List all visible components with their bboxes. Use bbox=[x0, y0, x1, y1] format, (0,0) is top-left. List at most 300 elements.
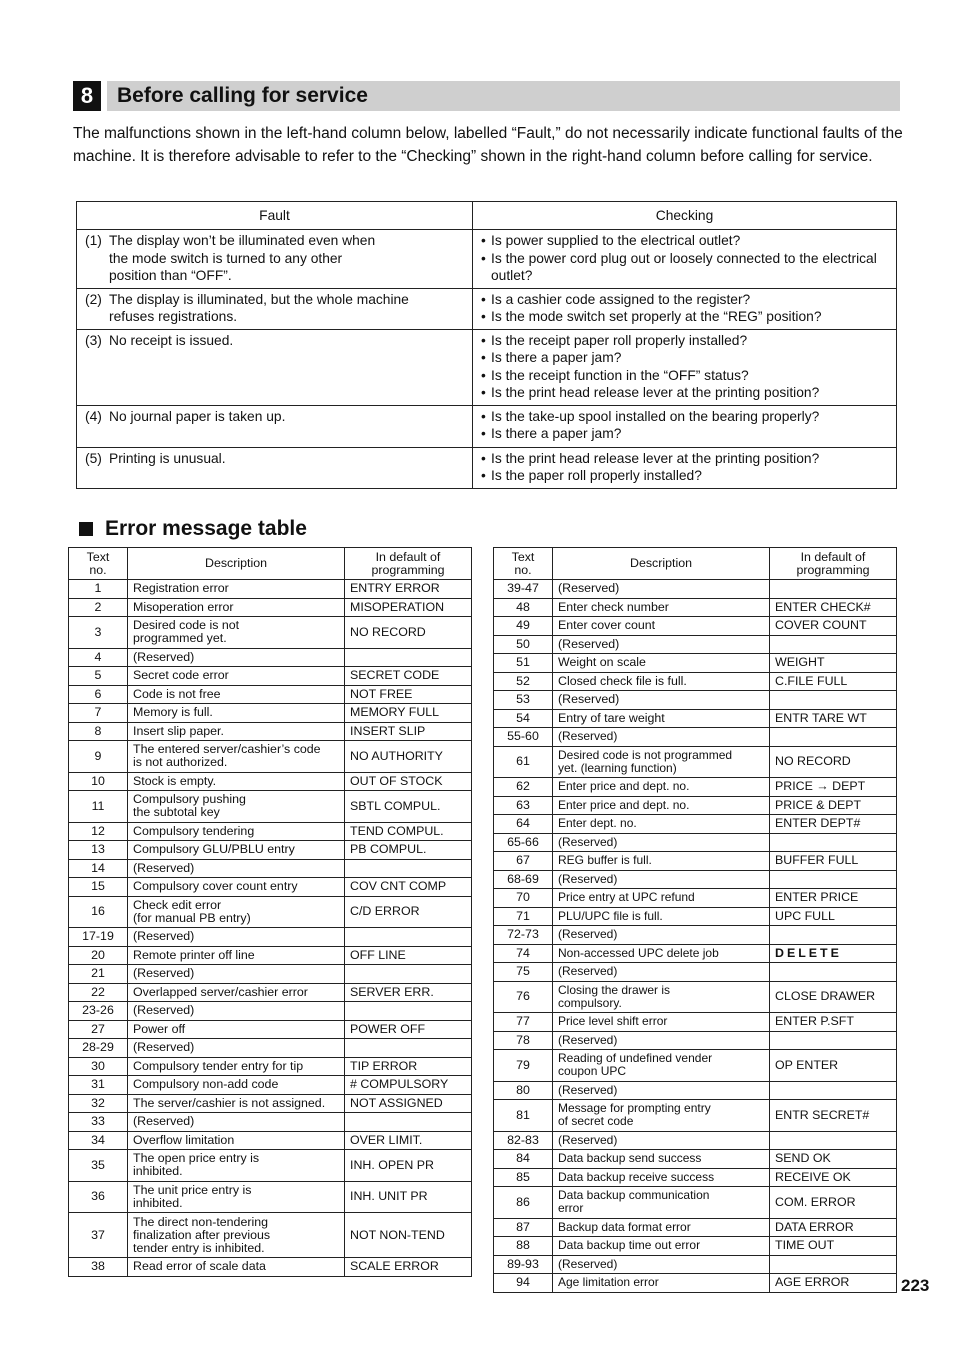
text-no-cell: 68-69 bbox=[494, 870, 553, 889]
description-cell: Secret code error bbox=[128, 667, 345, 686]
description-cell: The entered server/cashier’s code is not authorized. bbox=[128, 741, 345, 773]
check-item bbox=[481, 384, 888, 402]
error-row bbox=[69, 1057, 472, 1076]
default-message-cell: UPC FULL bbox=[770, 907, 897, 926]
description-cell: (Reserved) bbox=[553, 728, 770, 747]
error-table-left-header bbox=[69, 548, 472, 580]
error-row bbox=[494, 1274, 897, 1293]
fault-text: The display won’t be illuminated even when the mode switch is turned to any other position than “OFF”. bbox=[109, 233, 376, 283]
default-message-cell: OVER LIMIT. bbox=[345, 1131, 472, 1150]
fault-number: (1) bbox=[85, 233, 102, 248]
description-cell: Compulsory non-add code bbox=[128, 1076, 345, 1095]
error-row bbox=[494, 1131, 897, 1150]
description-cell: PLU/UPC file is full. bbox=[553, 907, 770, 926]
default-message-cell: ENTER CHECK# bbox=[770, 598, 897, 617]
check-text: Is a cashier code assigned to the register? bbox=[491, 291, 751, 307]
description-cell: Overlapped server/cashier error bbox=[128, 983, 345, 1002]
default-message-cell: PRICE & DEPT bbox=[770, 796, 897, 815]
description-cell: Overflow limitation bbox=[128, 1131, 345, 1150]
text-no-cell: 33 bbox=[69, 1113, 128, 1132]
description-cell: REG buffer is full. bbox=[553, 852, 770, 871]
default-message-cell bbox=[345, 1002, 472, 1021]
checking-cell bbox=[473, 329, 897, 405]
error-row bbox=[494, 815, 897, 834]
description-cell: Enter price and dept. no. bbox=[553, 796, 770, 815]
error-row bbox=[494, 1255, 897, 1274]
fault-cell bbox=[77, 447, 473, 488]
description-header: Description bbox=[553, 548, 770, 580]
error-row bbox=[69, 1039, 472, 1058]
default-message-cell bbox=[770, 580, 897, 599]
description-cell: Compulsory tendering bbox=[128, 822, 345, 841]
description-cell: Memory is full. bbox=[128, 704, 345, 723]
fault-cell bbox=[77, 230, 473, 289]
square-bullet-icon bbox=[79, 522, 93, 536]
default-message-cell bbox=[770, 963, 897, 982]
description-cell: Closing the drawer is compulsory. bbox=[553, 981, 770, 1013]
description-cell: Compulsory tender entry for tip bbox=[128, 1057, 345, 1076]
error-row bbox=[494, 852, 897, 871]
default-message-cell bbox=[770, 691, 897, 710]
text-no-cell: 54 bbox=[494, 709, 553, 728]
fault-header: Fault bbox=[77, 202, 473, 230]
default-message-cell: C/D ERROR bbox=[345, 896, 472, 928]
checking-header: Checking bbox=[473, 202, 897, 230]
checking-cell bbox=[473, 447, 897, 488]
error-row bbox=[69, 791, 472, 823]
check-text: Is the mode switch set properly at the “REG” position? bbox=[491, 309, 822, 324]
error-row bbox=[69, 1131, 472, 1150]
description-cell: Read error of scale data bbox=[128, 1258, 345, 1277]
text-no-cell: 82-83 bbox=[494, 1131, 553, 1150]
error-row bbox=[494, 598, 897, 617]
error-row bbox=[69, 1150, 472, 1182]
default-message-cell bbox=[345, 965, 472, 984]
default-message-cell bbox=[770, 1031, 897, 1050]
text-no-cell: 5 bbox=[69, 667, 128, 686]
bullet-icon: • bbox=[481, 332, 486, 348]
text-no-cell: 17-19 bbox=[69, 928, 128, 947]
error-row bbox=[69, 983, 472, 1002]
default-message-cell bbox=[345, 1039, 472, 1058]
bullet-icon: • bbox=[481, 309, 486, 324]
default-message-cell: COV CNT COMP bbox=[345, 878, 472, 897]
description-cell: Compulsory pushing the subtotal key bbox=[128, 791, 345, 823]
description-cell: (Reserved) bbox=[553, 1031, 770, 1050]
text-no-cell: 22 bbox=[69, 983, 128, 1002]
error-row bbox=[494, 889, 897, 908]
description-cell: Data backup send success bbox=[553, 1150, 770, 1169]
default-message-cell bbox=[345, 1113, 472, 1132]
error-row bbox=[494, 796, 897, 815]
error-row bbox=[494, 580, 897, 599]
intro-paragraph: The malfunctions shown in the left-hand column below, labelled “Fault,” do not necessarily indicate functional faults of the machine. It is therefore advisable to refer to the “Checking” shown in the right-hand column before calling for service. bbox=[73, 125, 903, 165]
text-no-cell: 15 bbox=[69, 878, 128, 897]
error-row bbox=[69, 617, 472, 649]
error-row bbox=[494, 691, 897, 710]
error-row bbox=[69, 685, 472, 704]
description-cell: Enter price and dept. no. bbox=[553, 778, 770, 797]
text-no-cell: 89-93 bbox=[494, 1255, 553, 1274]
default-message-cell: SCALE ERROR bbox=[345, 1258, 472, 1277]
fault-text: No journal paper is taken up. bbox=[109, 408, 286, 424]
default-message-cell: OFF LINE bbox=[345, 946, 472, 965]
text-no-cell: 14 bbox=[69, 859, 128, 878]
description-cell: (Reserved) bbox=[553, 635, 770, 654]
fault-cell bbox=[77, 329, 473, 405]
default-message-cell bbox=[345, 928, 472, 947]
text-no-cell: 55-60 bbox=[494, 728, 553, 747]
text-no-cell: 2 bbox=[69, 598, 128, 617]
default-message-cell: WEIGHT bbox=[770, 654, 897, 673]
error-row bbox=[69, 772, 472, 791]
fault-entry bbox=[85, 232, 464, 285]
fault-row bbox=[77, 329, 897, 405]
description-cell: Price entry at UPC refund bbox=[553, 889, 770, 908]
description-cell: The direct non-tendering finalization after previous tender entry is inhibited. bbox=[128, 1213, 345, 1258]
text-no-cell: 63 bbox=[494, 796, 553, 815]
text-no-cell: 76 bbox=[494, 981, 553, 1013]
check-item bbox=[481, 467, 888, 485]
error-row bbox=[494, 709, 897, 728]
description-cell: Enter cover count bbox=[553, 617, 770, 636]
text-no-cell: 49 bbox=[494, 617, 553, 636]
default-message-cell bbox=[770, 1255, 897, 1274]
bullet-icon: • bbox=[481, 350, 486, 365]
error-row bbox=[69, 1094, 472, 1113]
error-row bbox=[494, 926, 897, 945]
text-no-cell: 78 bbox=[494, 1031, 553, 1050]
default-message-cell: TEND COMPUL. bbox=[345, 822, 472, 841]
description-cell: Compulsory cover count entry bbox=[128, 878, 345, 897]
text-no-cell: 35 bbox=[69, 1150, 128, 1182]
checking-cell bbox=[473, 230, 897, 289]
error-row bbox=[494, 907, 897, 926]
description-cell: Desired code is not programmed yet. (learning function) bbox=[553, 746, 770, 778]
default-message-cell: SERVER ERR. bbox=[345, 983, 472, 1002]
default-header: In default of programming bbox=[770, 548, 897, 580]
fault-text: Printing is unusual. bbox=[109, 450, 226, 466]
error-table-right-header bbox=[494, 548, 897, 580]
default-message-cell: NOT FREE bbox=[345, 685, 472, 704]
text-no-cell: 23-26 bbox=[69, 1002, 128, 1021]
default-header: In default of programming bbox=[345, 548, 472, 580]
bullet-icon: • bbox=[481, 450, 486, 466]
bullet-icon: • bbox=[481, 426, 486, 441]
description-cell: The server/cashier is not assigned. bbox=[128, 1094, 345, 1113]
description-cell: (Reserved) bbox=[128, 1039, 345, 1058]
text-no-cell: 37 bbox=[69, 1213, 128, 1258]
default-message-cell: OUT OF STOCK bbox=[345, 772, 472, 791]
default-message-cell: MEMORY FULL bbox=[345, 704, 472, 723]
text-no-cell: 86 bbox=[494, 1187, 553, 1219]
text-no-cell: 34 bbox=[69, 1131, 128, 1150]
error-row bbox=[494, 1031, 897, 1050]
default-message-cell: ENTER PRICE bbox=[770, 889, 897, 908]
check-item bbox=[481, 291, 888, 309]
default-message-cell: # COMPULSORY bbox=[345, 1076, 472, 1095]
text-no-cell: 27 bbox=[69, 1020, 128, 1039]
default-message-cell: CLOSE DRAWER bbox=[770, 981, 897, 1013]
description-cell: Price level shift error bbox=[553, 1013, 770, 1032]
error-row bbox=[69, 1076, 472, 1095]
fault-row bbox=[77, 288, 897, 329]
check-text: Is the power cord plug out or loosely connected to the electrical outlet? bbox=[491, 250, 877, 283]
description-cell: (Reserved) bbox=[553, 580, 770, 599]
check-text: Is the receipt function in the “OFF” status? bbox=[491, 367, 749, 383]
bullet-icon: • bbox=[481, 250, 486, 266]
error-row bbox=[494, 654, 897, 673]
check-item bbox=[481, 425, 888, 443]
error-row bbox=[494, 963, 897, 982]
description-cell: Data backup communication error bbox=[553, 1187, 770, 1219]
error-row bbox=[494, 1013, 897, 1032]
description-cell: Check edit error (for manual PB entry) bbox=[128, 896, 345, 928]
text-no-cell: 70 bbox=[494, 889, 553, 908]
text-no-cell: 64 bbox=[494, 815, 553, 834]
text-no-cell: 67 bbox=[494, 852, 553, 871]
fault-row bbox=[77, 405, 897, 447]
error-row bbox=[494, 1218, 897, 1237]
check-text: Is there a paper jam? bbox=[491, 350, 622, 365]
check-item bbox=[481, 367, 888, 385]
text-no-cell: 94 bbox=[494, 1274, 553, 1293]
error-row bbox=[69, 648, 472, 667]
description-cell: Code is not free bbox=[128, 685, 345, 704]
text-no-cell: 79 bbox=[494, 1050, 553, 1082]
fault-row bbox=[77, 447, 897, 488]
error-row bbox=[69, 1258, 472, 1277]
check-item bbox=[481, 308, 888, 326]
error-row bbox=[69, 928, 472, 947]
fault-entry bbox=[85, 408, 464, 426]
description-cell: (Reserved) bbox=[553, 870, 770, 889]
default-message-cell: COVER COUNT bbox=[770, 617, 897, 636]
fault-text: The display is illuminated, but the whole machine refuses registrations. bbox=[109, 291, 409, 324]
default-message-cell: PRICE → DEPT bbox=[770, 778, 897, 797]
text-no-cell: 36 bbox=[69, 1181, 128, 1213]
check-item bbox=[481, 332, 888, 350]
fault-number: (2) bbox=[85, 291, 102, 307]
text-no-cell: 75 bbox=[494, 963, 553, 982]
default-message-cell: ENTR TARE WT bbox=[770, 709, 897, 728]
description-cell: (Reserved) bbox=[553, 1081, 770, 1100]
error-row bbox=[69, 1213, 472, 1258]
default-message-cell: SECRET CODE bbox=[345, 667, 472, 686]
default-message-cell bbox=[770, 1081, 897, 1100]
error-row bbox=[69, 1002, 472, 1021]
error-row bbox=[494, 1187, 897, 1219]
fault-cell bbox=[77, 405, 473, 447]
text-no-cell: 10 bbox=[69, 772, 128, 791]
fault-table-header bbox=[77, 202, 897, 230]
section-header bbox=[73, 81, 900, 111]
text-no-cell: 80 bbox=[494, 1081, 553, 1100]
error-row bbox=[69, 1113, 472, 1132]
description-cell: (Reserved) bbox=[128, 1002, 345, 1021]
text-no-cell: 85 bbox=[494, 1168, 553, 1187]
error-row bbox=[69, 965, 472, 984]
text-no-cell: 77 bbox=[494, 1013, 553, 1032]
description-cell: Desired code is not programmed yet. bbox=[128, 617, 345, 649]
description-cell: (Reserved) bbox=[553, 691, 770, 710]
check-text: Is the paper roll properly installed? bbox=[491, 468, 702, 483]
description-cell: (Reserved) bbox=[553, 833, 770, 852]
default-message-cell: NO RECORD bbox=[345, 617, 472, 649]
section-title: Before calling for service bbox=[117, 84, 368, 107]
default-message-cell bbox=[770, 1131, 897, 1150]
text-no-cell: 65-66 bbox=[494, 833, 553, 852]
default-message-cell: OP ENTER bbox=[770, 1050, 897, 1082]
description-cell: (Reserved) bbox=[128, 965, 345, 984]
section-title-bar bbox=[107, 81, 900, 111]
text-no-cell: 9 bbox=[69, 741, 128, 773]
page-number: 223 bbox=[901, 1276, 930, 1295]
text-no-cell: 3 bbox=[69, 617, 128, 649]
description-cell: (Reserved) bbox=[553, 926, 770, 945]
description-cell: Enter check number bbox=[553, 598, 770, 617]
error-row bbox=[494, 944, 897, 963]
description-cell: Misoperation error bbox=[128, 598, 345, 617]
error-row bbox=[494, 1150, 897, 1169]
description-cell: Weight on scale bbox=[553, 654, 770, 673]
text-no-cell: 6 bbox=[69, 685, 128, 704]
check-text: Is the take-up spool installed on the bearing properly? bbox=[491, 408, 820, 424]
default-message-cell: ENTR SECRET# bbox=[770, 1100, 897, 1132]
default-message-cell bbox=[770, 728, 897, 747]
default-message-cell: ENTER P.SFT bbox=[770, 1013, 897, 1032]
error-row bbox=[69, 598, 472, 617]
description-cell: Entry of tare weight bbox=[553, 709, 770, 728]
default-message-cell: INH. OPEN PR bbox=[345, 1150, 472, 1182]
error-row bbox=[494, 1168, 897, 1187]
text-no-cell: 51 bbox=[494, 654, 553, 673]
text-no-cell: 50 bbox=[494, 635, 553, 654]
default-message-cell: ENTRY ERROR bbox=[345, 580, 472, 599]
error-row bbox=[69, 1020, 472, 1039]
description-cell: Backup data format error bbox=[553, 1218, 770, 1237]
check-text: Is the print head release lever at the printing position? bbox=[491, 450, 820, 466]
error-row bbox=[69, 896, 472, 928]
default-message-cell bbox=[770, 635, 897, 654]
text-no-cell: 53 bbox=[494, 691, 553, 710]
description-cell: (Reserved) bbox=[128, 1113, 345, 1132]
error-row bbox=[494, 1237, 897, 1256]
text-no-cell: 1 bbox=[69, 580, 128, 599]
default-message-cell: PB COMPUL. bbox=[345, 841, 472, 860]
bullet-icon: • bbox=[481, 468, 486, 483]
check-text: Is the receipt paper roll properly installed? bbox=[491, 332, 748, 348]
default-message-cell: COM. ERROR bbox=[770, 1187, 897, 1219]
check-item bbox=[481, 408, 888, 426]
description-cell: Closed check file is full. bbox=[553, 672, 770, 691]
text-no-cell: 88 bbox=[494, 1237, 553, 1256]
default-message-cell: MISOPERATION bbox=[345, 598, 472, 617]
bullet-icon: • bbox=[481, 408, 486, 424]
checking-cell bbox=[473, 288, 897, 329]
check-item bbox=[481, 450, 888, 468]
error-row bbox=[69, 667, 472, 686]
text-no-cell: 32 bbox=[69, 1094, 128, 1113]
default-message-cell: NOT NON-TEND bbox=[345, 1213, 472, 1258]
error-row bbox=[494, 1081, 897, 1100]
fault-entry bbox=[85, 450, 464, 468]
default-message-cell: NO AUTHORITY bbox=[345, 741, 472, 773]
checking-cell bbox=[473, 405, 897, 447]
error-row bbox=[69, 878, 472, 897]
description-cell: Non-accessed UPC delete job bbox=[553, 944, 770, 963]
error-row bbox=[494, 778, 897, 797]
text-no-cell: 39-47 bbox=[494, 580, 553, 599]
text-no-cell: 13 bbox=[69, 841, 128, 860]
check-item bbox=[481, 250, 888, 285]
text-no-cell: 28-29 bbox=[69, 1039, 128, 1058]
description-cell: The unit price entry is inhibited. bbox=[128, 1181, 345, 1213]
default-message-cell bbox=[770, 870, 897, 889]
default-message-cell: C.FILE FULL bbox=[770, 672, 897, 691]
text-no-cell: 74 bbox=[494, 944, 553, 963]
text-no-cell: 11 bbox=[69, 791, 128, 823]
fault-number: (3) bbox=[85, 332, 102, 348]
error-row bbox=[494, 746, 897, 778]
text-no-cell: 87 bbox=[494, 1218, 553, 1237]
default-message-cell bbox=[770, 926, 897, 945]
description-cell: (Reserved) bbox=[553, 963, 770, 982]
error-row bbox=[494, 617, 897, 636]
text-no-cell: 8 bbox=[69, 722, 128, 741]
text-no-cell: 7 bbox=[69, 704, 128, 723]
default-message-cell: NOT ASSIGNED bbox=[345, 1094, 472, 1113]
error-table-left bbox=[68, 547, 472, 1277]
fault-text: No receipt is issued. bbox=[109, 332, 234, 348]
section-number: 8 bbox=[73, 81, 101, 111]
text-no-header: Text no. bbox=[494, 548, 553, 580]
error-table-title: Error message table bbox=[105, 517, 307, 540]
text-no-cell: 12 bbox=[69, 822, 128, 841]
description-cell: (Reserved) bbox=[128, 859, 345, 878]
error-row bbox=[494, 672, 897, 691]
bullet-icon: • bbox=[481, 367, 486, 383]
text-no-cell: 61 bbox=[494, 746, 553, 778]
fault-entry bbox=[85, 332, 464, 350]
text-no-cell: 72-73 bbox=[494, 926, 553, 945]
description-cell: Message for prompting entry of secret code bbox=[553, 1100, 770, 1132]
default-message-cell: SBTL COMPUL. bbox=[345, 791, 472, 823]
text-no-cell: 48 bbox=[494, 598, 553, 617]
text-no-cell: 16 bbox=[69, 896, 128, 928]
check-text: Is there a paper jam? bbox=[491, 426, 622, 441]
default-message-cell: NO RECORD bbox=[770, 746, 897, 778]
description-cell: Remote printer off line bbox=[128, 946, 345, 965]
fault-cell bbox=[77, 288, 473, 329]
default-message-cell: SEND OK bbox=[770, 1150, 897, 1169]
fault-number: (4) bbox=[85, 408, 102, 424]
error-row bbox=[494, 635, 897, 654]
default-message-cell: INH. UNIT PR bbox=[345, 1181, 472, 1213]
description-cell: Age limitation error bbox=[553, 1274, 770, 1293]
description-cell: The open price entry is inhibited. bbox=[128, 1150, 345, 1182]
default-message-cell: AGE ERROR bbox=[770, 1274, 897, 1293]
description-cell: (Reserved) bbox=[128, 648, 345, 667]
default-message-cell: DELETE bbox=[770, 944, 897, 963]
error-row bbox=[69, 946, 472, 965]
bullet-icon: • bbox=[481, 233, 486, 248]
fault-number: (5) bbox=[85, 450, 102, 466]
text-no-cell: 21 bbox=[69, 965, 128, 984]
description-cell: Enter dept. no. bbox=[553, 815, 770, 834]
description-cell: (Reserved) bbox=[553, 1255, 770, 1274]
text-no-cell: 84 bbox=[494, 1150, 553, 1169]
